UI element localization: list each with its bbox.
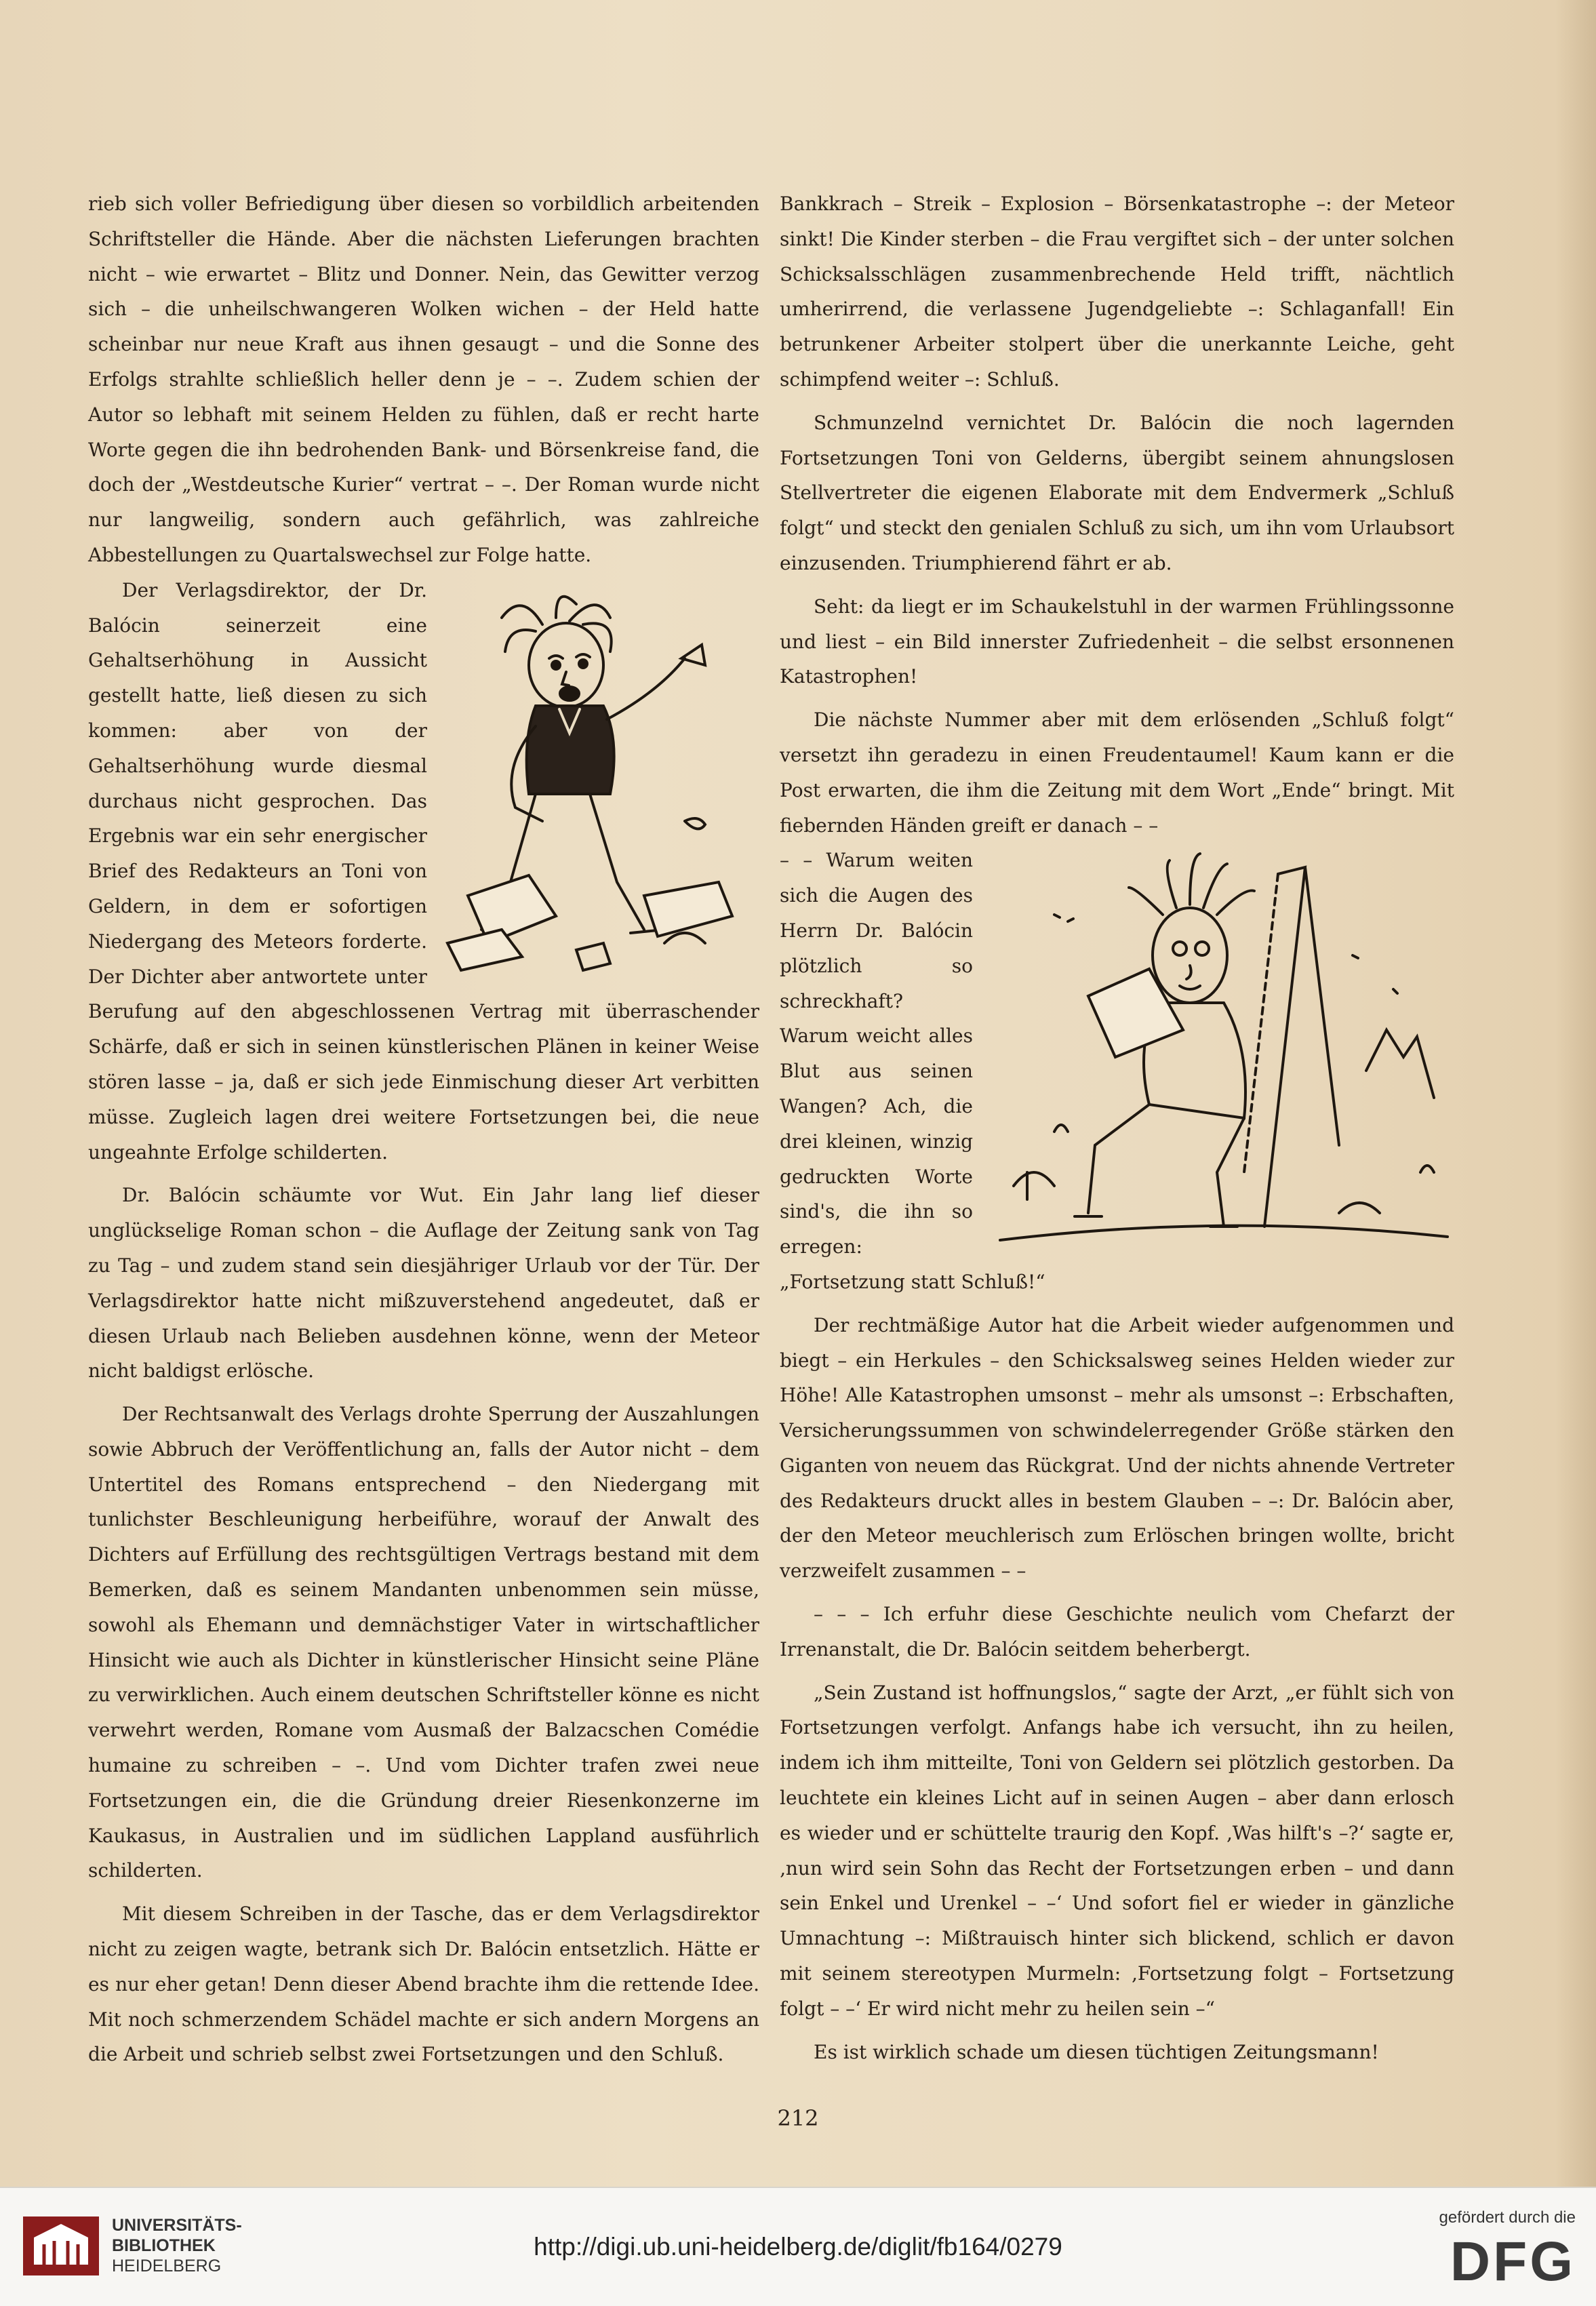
paragraph: Der Rechtsanwalt des Verlags drohte Sperrung der Auszahlungen sowie Abbruch der Veröffentlichung an, falls der Autor nicht – dem Untertitel des Romans entsprechend – den Niedergang mit tunlichster Beschleunigung herbeiführe, worauf der Anwalt des Dichters auf Erfüllung des rechtsgültigen Vertrags bestand mit dem Bemerken, daß es seinem Mandanten unbenommen sein müsse, sowohl als Ehemann und demnächstiger Vater in wirtschaftlicher Hinsicht wie auch als Dichter in künstlerischer Hinsicht seine Pläne zu verwirklichen. Auch einem deutschen Schriftsteller könne es nicht verwehrt werden, Romane vom Ausmaß der Balzacschen Comédie humaine zu schreiben – –. Und vom Dichter trafen zwei neue Fortsetzungen ein, die die Gründung dreier Riesenkonzerne im Kaukasus, in Australien und im südlichen Lappland ausführlich schilderten. bbox=[88, 1403, 759, 1882]
right-text-column bbox=[780, 186, 1454, 2069]
library-name-line: UNIVERSITÄTS- bbox=[112, 2216, 242, 2235]
library-name-line: HEIDELBERG bbox=[112, 2257, 222, 2275]
paragraph: Der rechtmäßige Autor hat die Arbeit wieder aufgenommen und biegt – ein Herkules – den Schicksalsweg seines Helden wieder zur Höhe! Alle Katastrophen umsonst – mehr als umsonst –: Erbschaften, Versicherungssummen von schwindelerregender Größe stärken den Giganten von neuem das Rückgrat. Und der nichts ahnende Vertreter des Redakteurs druckt alles in bestem Glauben – –: Dr. Balócin aber, der den Meteor meuchlerisch zum Erlöschen bringen wollte, bricht verzweifelt zusammen – – bbox=[780, 1313, 1454, 1583]
paragraph: Die nächste Nummer aber mit dem erlösenden „Schluß folgt“ versetzt ihn geradezu in einen Freudentaumel! Kaum kann er die Post erwarten, die ihm die Zeitung mit dem Wort „Ende“ bringt. Mit fiebernden Händen greift er danach – – bbox=[780, 709, 1454, 837]
paragraph: „Sein Zustand ist hoffnungslos,“ sagte der Arzt, „er fühlt sich von Fortsetzungen verfolgt. Anfangs habe ich versucht, ihn zu heilen, indem ich ihm mitteilte, Toni von Geldern sei plötzlich gestorben. Da leuchtete ein kleines Licht auf in seinen Augen – aber dann erlosch es wieder und er schüttelte traurig den Kopf. ‚Was hilft's –?‘ sagte er, ‚nun wird sein Sohn das Recht der Fortsetzungen erben – und dann sein Enkel und Urenkel – –‘ Und sofort fiel er wieder in gänzliche Umnachtung –: Mißtrauisch hinter sich blickend, schlich er davon mit seinem stereotypen Murmeln: ‚Fortsetzung folgt – Fortsetzung folgt – –‘ Er wird nicht mehr zu heilen sein –“ bbox=[780, 1681, 1454, 2020]
paragraph: Dr. Balócin schäumte vor Wut. Ein Jahr lang lief dieser unglückselige Roman schon – die Auflage der Zeitung sank von Tag zu Tag – und zudem stand sein diesjähriger Urlaub vor der Tür. Der Verlagsdirektor hatte nicht mißzuverstehend angedeutet, daß er diesen Urlaub nach Belieben ausdehnen könne, wenn der Meteor nicht baldigst erlösche. bbox=[88, 1184, 759, 1383]
source-url-link[interactable]: http://digi.ub.uni-heidelberg.de/diglit/fb164/0279 bbox=[534, 2233, 1062, 2261]
angry-man-tearing-papers-illustration bbox=[441, 577, 759, 977]
digitization-footer bbox=[0, 2187, 1596, 2306]
man-in-deckchair-reading-illustration bbox=[986, 847, 1454, 1247]
library-name-line: BIBLIOTHEK bbox=[112, 2236, 216, 2255]
deckchair-illustration bbox=[986, 847, 1454, 1247]
dfg-logo: DFG bbox=[1450, 2231, 1576, 2292]
paragraph: Schmunzelnd vernichtet Dr. Balócin die noch lagernden Fortsetzungen Toni von Gelderns, übergibt seinem ahnungslosen Stellvertreter die eigenen Elaborate mit dem Endvermerk „Schluß folgt“ und steckt den genialen Schluß zu sich, um ihn vom Urlaubsort einzusenden. Triumphierend fährt er ab. bbox=[780, 411, 1454, 574]
funding-caption: gefördert durch die bbox=[1439, 2208, 1576, 2227]
paragraph: Seht: da liegt er im Schaukelstuhl in der warmen Frühlingssonne und liest – ein Bild innerster Zufriedenheit – die selbst ersonnenen Katastrophen! bbox=[780, 595, 1454, 688]
left-text-column bbox=[88, 186, 759, 2072]
paragraph: – – Warum weiten sich die Augen des Herrn Dr. Balócin plötzlich so schreckhaft? Warum weicht alles Blut aus seinen Wangen? Ach, die drei kleinen, winzig gedruckten Worte sind's, die ihn so erregen: „Fortsetzung statt Schluß!“ bbox=[780, 849, 1045, 1293]
paragraph: – – – Ich erfuhr diese Geschichte neulich vom Chefarzt der Irrenanstalt, die Dr. Balócin seitdem beherbergt. bbox=[780, 1603, 1454, 1661]
paragraph: rieb sich voller Befriedigung über diesen so vorbildlich arbeitenden Schriftsteller die Hände. Aber die nächsten Lieferungen brachten nicht – wie erwartet – Blitz und Donner. Nein, das Gewitter verzog sich – die unheilschwangeren Wolken wichen – der Held hatte scheinbar nur neue Kraft aus ihnen gesaugt – und die Sonne des Erfolgs strahlte schließlich heller denn je – –. Zudem schien der Autor so lebhaft mit seinem Helden zu fühlen, daß er recht harte Worte gegen die ihn bedrohenden Bank- und Börsenkreise fand, die doch der „Westdeutsche Kurier“ vertrat – –. Der Roman wurde nicht nur langweilig, sondern auch gefährlich, was zahlreiche Abbestellungen zu Quartalswechsel zur Folge hatte. bbox=[88, 193, 759, 566]
page-number: 212 bbox=[777, 2105, 819, 2131]
paragraph: Bankkrach – Streik – Explosion – Börsenkatastrophe –: der Meteor sinkt! Die Kinder sterben – die Frau vergiftet sich – der unter solchen Schicksalsschlägen zusammenbrechende Held trifft, nächtlich umherirrend, die verlassene Jugendgeliebte –: Schlaganfall! Ein betrunkener Arbeiter stolpert über die unerkannte Leiche, geht schimpfend weiter –: Schluß. bbox=[780, 193, 1454, 391]
angry-man-illustration bbox=[441, 577, 759, 977]
paragraph: Es ist wirklich schade um diesen tüchtigen Zeitungsmann! bbox=[814, 2040, 1379, 2063]
paragraph: Der Verlagsdirektor, der Dr. Balócin seinerzeit eine Gehaltserhöhung in Aussicht gestellt hatte, ließ diesen zu sich kommen: aber von der Gehaltserhöhung wurde diesmal durchaus nicht gesprochen. Das Ergebnis war ein sehr energischer Brief des Redakteurs an Toni von Geldern, in dem er sofortigen Niedergang des Meteors forderte. Der Dichter aber antwortete unter Berufung auf den abgeschlossenen Vertrag mit überraschender Schärfe, daß er sich in seinen künstlerischen Plänen in keiner Weise stören lasse – ja, daß er sich jede Einmischung dieser Art verbitten müsse. Zugleich lagen drei weitere Fortsetzungen bei, die neue ungeahnte Erfolge schilderten. bbox=[88, 578, 759, 1164]
paragraph: Mit diesem Schreiben in der Tasche, das er dem Verlagsdirektor nicht zu zeigen wagte, betrank sich Dr. Balócin entsetzlich. Hätte er es nur eher getan! Denn dieser Abend brachte ihm die rettende Idee. Mit noch schmerzendem Schädel machte er sich andern Morgens an die Arbeit und schrieb selbst zwei Fortsetzungen und den Schluß. bbox=[88, 1903, 759, 2066]
